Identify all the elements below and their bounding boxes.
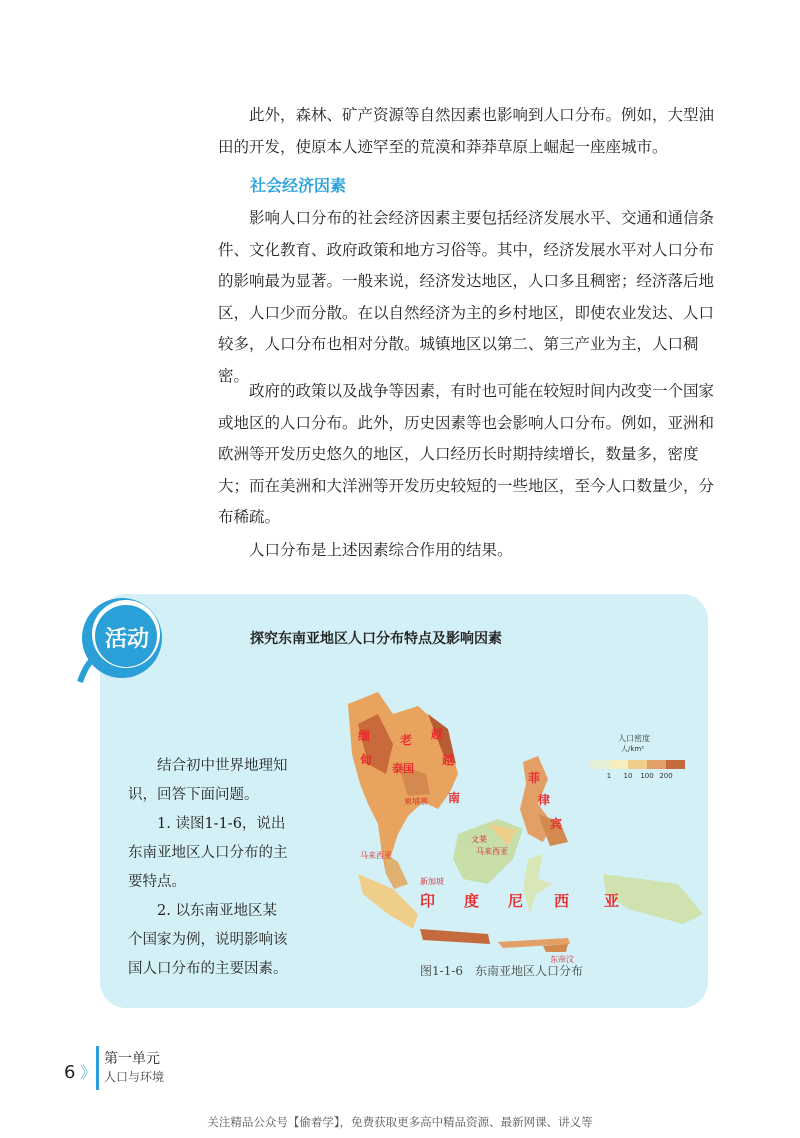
legend-swatch — [628, 760, 647, 769]
sumatra-landmass — [358, 874, 418, 929]
label-myanmar-2: 甸 — [360, 753, 373, 767]
activity-intro: 结合初中世界地理知识，回答下面问题。 — [128, 758, 288, 803]
legend-swatch — [647, 760, 666, 769]
footer-arrows: 》 — [80, 1063, 97, 1082]
label-indonesia-3: 尼 — [508, 892, 524, 910]
label-brunei: 文莱 — [471, 835, 487, 844]
legend-unit: 人/km² — [621, 745, 645, 753]
footer-unit-subtitle: 人口与环境 — [104, 1070, 165, 1084]
legend-tick-label: 1 — [606, 772, 612, 780]
java-landmass — [420, 929, 490, 944]
paragraph-conclusion: 人口分布是上述因素综合作用的结果。 — [249, 541, 513, 559]
legend-swatch — [666, 760, 685, 769]
label-laos: 老 — [400, 733, 413, 747]
label-vietnam-1: 越 — [431, 727, 444, 741]
figure-caption: 图1-1-6 东南亚地区人口分布 — [420, 964, 584, 978]
sulawesi-landmass — [523, 854, 553, 914]
label-indonesia-2: 度 — [464, 892, 480, 910]
label-myanmar-1: 缅 — [358, 729, 371, 743]
footer-divider — [96, 1046, 99, 1090]
mainland-landmass — [348, 692, 461, 874]
legend-swatches — [590, 760, 685, 769]
activity-badge-label: 活动 — [104, 627, 150, 652]
paragraph-natural-factors: 此外，森林、矿产资源等自然因素也影响到人口分布。例如，大型油田的开发，使原本人迹罕至的荒漠和莽莽草原上崛起一座座城市。 — [218, 106, 715, 156]
paragraph-socioeconomic: 影响人口分布的社会经济因素主要包括经济发展水平、交通和通信条件、文化教育、政府政策和地方习俗等。其中，经济发展水平对人口分布的影响最为显著。一般来说，经济发达地区，人口多且稠密；经济落后地区，人口少而分散。在以自然经济为主的乡村地区，即使农业发达、人口较多，人口分布也相对分散。城镇地区以第二、第三产业为主，人口稠密。 — [218, 209, 715, 385]
legend-tick-label: 10 — [623, 772, 633, 780]
label-vietnam-3: 越 — [442, 753, 455, 767]
legend-tick-label: 200 — [659, 772, 673, 780]
footer-unit-title: 第一单元 — [104, 1051, 160, 1067]
label-philippines-2: 律 — [538, 793, 551, 807]
legend-title: 人口密度 — [618, 734, 650, 743]
activity-questions — [128, 752, 288, 984]
activity-question-2: 2. 以东南亚地区某个国家为例，说明影响该国人口分布的主要因素。 — [128, 903, 288, 977]
label-indonesia-4: 西 — [554, 892, 570, 910]
watermark-text: 关注精品公众号【偷着学】，免费获取更多高中精品资源、最新网课、讲义等 — [207, 1115, 593, 1129]
activity-badge — [70, 594, 170, 684]
label-philippines-3: 宾 — [550, 817, 563, 831]
paragraph-policy-history: 政府的政策以及战争等因素，有时也可能在较短时间内改变一个国家或地区的人口分布。此外，历史因素等也会影响人口分布。例如，亚洲和欧洲等开发历史悠久的地区，人口经历长时期持续增长，数量多，密度大；而在美洲和大洋洲等开发历史较短的一些地区，至今人口数量少，分布稀疏。 — [218, 382, 715, 526]
legend-swatch — [609, 760, 628, 769]
label-indonesia-1: 印 — [420, 892, 436, 910]
legend-tick-label: 100 — [640, 772, 654, 780]
label-philippines-1: 菲 — [528, 771, 541, 785]
legend-swatch — [590, 760, 609, 769]
label-singapore: 新加坡 — [420, 877, 444, 886]
label-cambodia: 柬埔寨 — [404, 797, 428, 806]
label-vietnam-2: 南 — [448, 791, 461, 805]
label-malaysia-east: 马来西亚 — [476, 847, 508, 856]
label-indonesia-5: 亚 — [604, 892, 620, 910]
label-thailand: 泰国 — [392, 762, 414, 775]
activity-question-1: 1. 读图1-1-6，说出东南亚地区人口分布的主要特点。 — [128, 816, 288, 890]
page-number: 6 — [64, 1062, 76, 1083]
activity-title: 探究东南亚地区人口分布特点及影响因素 — [250, 631, 502, 647]
section-heading: 社会经济因素 — [250, 176, 347, 195]
southeast-asia-population-map — [338, 684, 708, 974]
label-malaysia-west: 马来西亚 — [360, 851, 392, 860]
label-east-timor: 东帝汶 — [550, 955, 574, 964]
legend-ticks — [607, 772, 673, 780]
